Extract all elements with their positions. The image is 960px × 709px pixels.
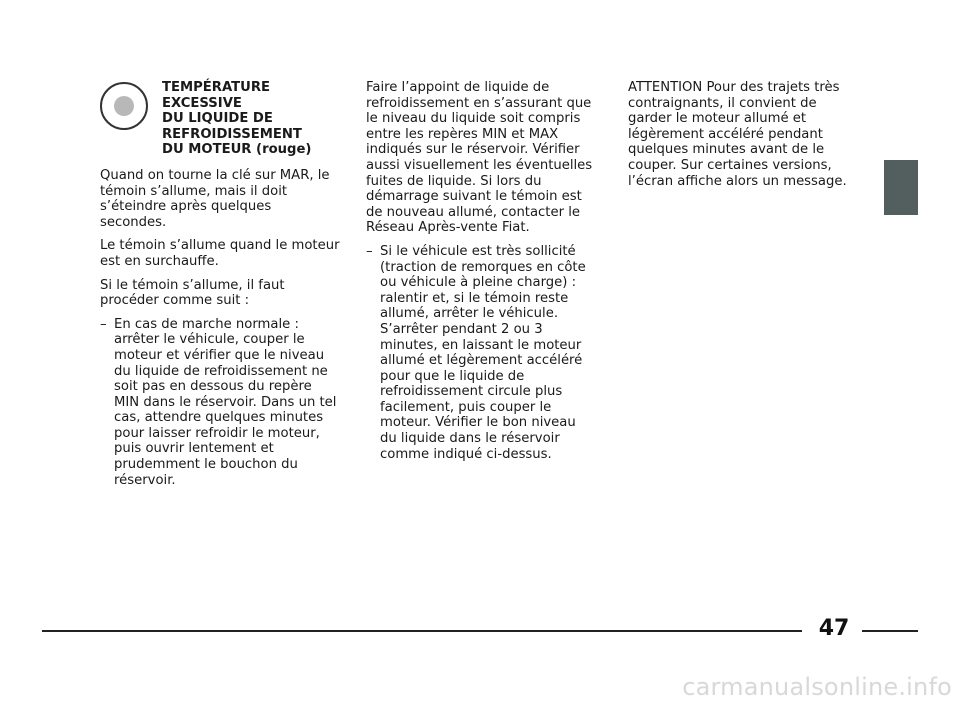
paragraph-procedure: Si le témoin s’allume, il faut procéder comme suit :	[100, 277, 285, 309]
paragraph-key-on: Quand on tourne la clé sur MAR, le témoin s’allume, mais il doit s’éteindre après quelques secondes.	[100, 167, 330, 230]
watermark: carmanualsonline.info	[682, 673, 952, 701]
heading-line: DU LIQUIDE DE	[162, 111, 273, 127]
list-item-heavy-load	[366, 243, 594, 462]
heading-line: TEMPÉRATURE	[162, 80, 271, 95]
heading-line: DU MOTEUR (rouge)	[162, 142, 312, 158]
column-middle	[366, 80, 594, 470]
column-right	[628, 80, 862, 197]
column-left	[100, 80, 340, 496]
paragraph-topup: Faire l’appoint de liquide de refroidissement en s’assurant que le niveau du liquide soit compris entre les repères MIN et MAX indiqués sur le réservoir. Vérifier aussi visuellement les éventuelles fuites de liquide. Si lors du démarrage suivant le témoin est de nouveau allumé, contacter le Réseau Après-vente Fiat.	[366, 80, 593, 236]
page-number: 47	[818, 616, 850, 641]
heading-title	[162, 80, 311, 158]
list-item-normal-driving	[100, 317, 340, 489]
list-item-text: En cas de marche normale : arrêter le véhicule, couper le moteur et vérifier que le niveau du liquide de refroidissement ne soit pas en dessous du repère MIN dans le réservoir. Dans un tel cas, attendre quelques minutes pour laisser refroidir le moteur, puis ouvrir lentement et prudemment le bouchon du réservoir.	[114, 316, 337, 488]
footer-rule	[862, 630, 918, 632]
chapter-tab	[884, 160, 918, 215]
heading-line: REFROIDISSEMENT	[162, 126, 302, 142]
dash-bullet: –	[100, 316, 107, 332]
paragraph-attention: ATTENTION Pour des trajets très contraignants, il convient de garder le moteur allumé et légèrement accéléré pendant quelques minutes avant de le couper. Sur certaines versions, l’écran affiche alors un message.	[628, 80, 847, 189]
section-heading	[100, 80, 340, 158]
list-item-text: Si le véhicule est très sollicité (traction de remorques en côte ou véhicule à pleine charge) : ralentir et, si le témoin reste allumé, arrêter le véhicule. S’arrêter pendant 2 ou 3 minutes, en laissant le moteur allumé et légèrement accéléré pour que le liquide de refroidissement circule plus facilement, puis couper le moteur. Vérifier le bon niveau du liquide dans le réservoir comme indiqué ci-dessus.	[380, 243, 586, 462]
dash-bullet: –	[366, 243, 373, 259]
paragraph-overheat: Le témoin s’allume quand le moteur est en surchauffe.	[100, 238, 340, 269]
heading-line: EXCESSIVE	[162, 95, 242, 111]
warning-lamp-icon	[100, 82, 148, 130]
footer-rule	[42, 630, 802, 632]
